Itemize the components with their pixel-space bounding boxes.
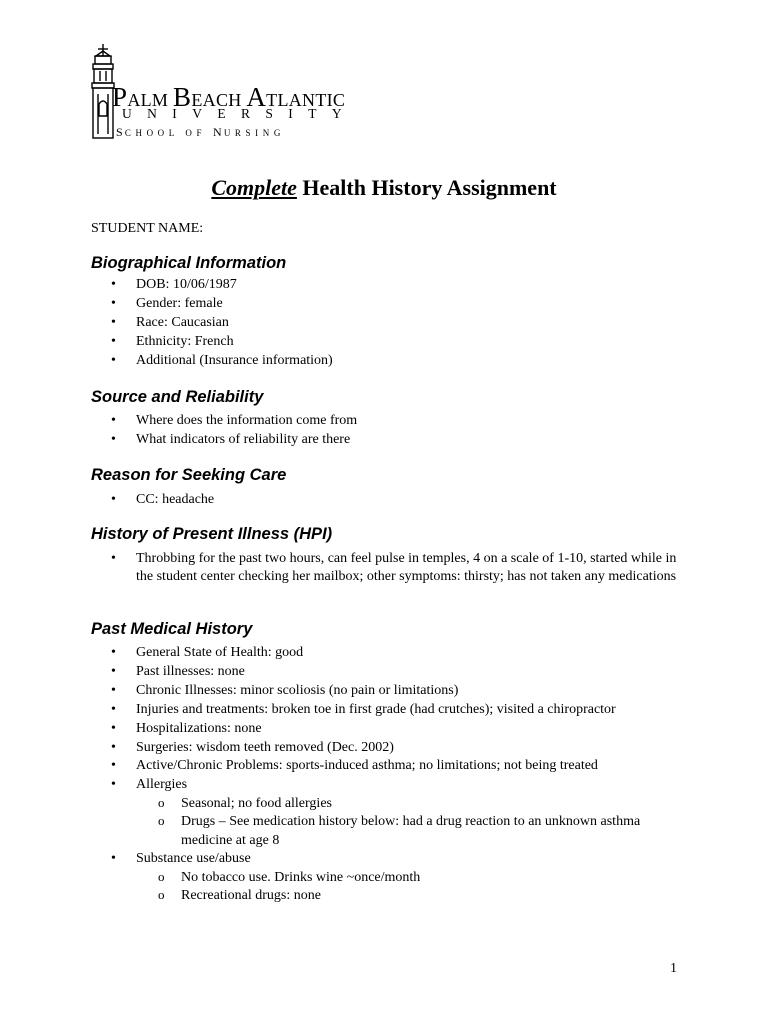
logo-school-name: SCHOOL OF NURSING <box>116 125 285 139</box>
section-hpi <box>91 525 691 585</box>
sub-list-item: o Recreational drugs: none <box>136 887 691 905</box>
list-item: • Surgeries: wisdom teeth removed (Dec. 2002) <box>91 739 691 758</box>
section-source-reliability <box>91 388 691 450</box>
section-past-medical-history <box>91 620 691 905</box>
list-item: • Race: Caucasian <box>91 314 691 333</box>
bullet-list <box>91 491 691 510</box>
section-heading: Biographical Information <box>91 254 287 272</box>
logo-university-name: PALM BEACH ATLANTIC <box>112 82 346 112</box>
section-reason-for-care <box>91 466 691 510</box>
list-item: • Where does the information come from <box>91 412 691 431</box>
bullet-list <box>91 644 691 905</box>
sub-list-item: o Drugs – See medication history below: had a drug reaction to an unknown asthma medicine at age 8 <box>136 813 686 849</box>
section-biographical <box>91 254 691 371</box>
list-item: • Past illnesses: none <box>91 663 691 682</box>
sub-list <box>136 795 691 850</box>
allergies-label: Allergies <box>136 777 188 793</box>
page-number: 1 <box>670 961 677 976</box>
title-emphasis: Complete <box>211 175 297 200</box>
bullet-list <box>91 276 691 371</box>
bullet-list <box>91 550 681 585</box>
bullet-list <box>91 412 691 450</box>
section-heading: History of Present Illness (HPI) <box>91 525 333 543</box>
list-item: • Throbbing for the past two hours, can feel pulse in temples, 4 on a scale of 1-10, started while in the student center checking her mailbox; other symptoms: thirsty; has not taken any medications <box>91 550 681 585</box>
title-rest: Health History Assignment <box>296 175 557 200</box>
substance-label: Substance use/abuse <box>136 850 251 866</box>
list-item: • General State of Health: good <box>91 644 691 663</box>
list-item: • DOB: 10/06/1987 <box>91 276 691 295</box>
list-item: • Additional (Insurance information) <box>91 352 691 371</box>
section-heading: Past Medical History <box>91 620 253 638</box>
sub-list-item: o Seasonal; no food allergies <box>136 795 691 813</box>
list-item: • CC: headache <box>91 491 691 510</box>
section-heading: Source and Reliability <box>91 388 264 406</box>
document-title <box>0 175 768 201</box>
logo-university-word: UNIVERSITY <box>122 106 357 121</box>
section-heading: Reason for Seeking Care <box>91 466 287 484</box>
list-item-substance <box>91 850 691 905</box>
list-item: • Gender: female <box>91 295 691 314</box>
list-item: • Chronic Illnesses: minor scoliosis (no pain or limitations) <box>91 682 691 701</box>
list-item: • Active/Chronic Problems: sports-induced asthma; no limitations; not being treated <box>91 757 691 776</box>
list-item-allergies <box>91 776 691 850</box>
list-item: • Injuries and treatments: broken toe in first grade (had crutches); visited a chiropractor <box>91 701 691 720</box>
university-logo <box>84 42 357 142</box>
sub-list <box>136 869 691 905</box>
list-item: • Hospitalizations: none <box>91 720 691 739</box>
student-name-label: STUDENT NAME: <box>91 221 204 236</box>
sub-list-item: o No tobacco use. Drinks wine ~once/month <box>136 869 691 887</box>
list-item: • What indicators of reliability are there <box>91 431 691 450</box>
list-item: • Ethnicity: French <box>91 333 691 352</box>
